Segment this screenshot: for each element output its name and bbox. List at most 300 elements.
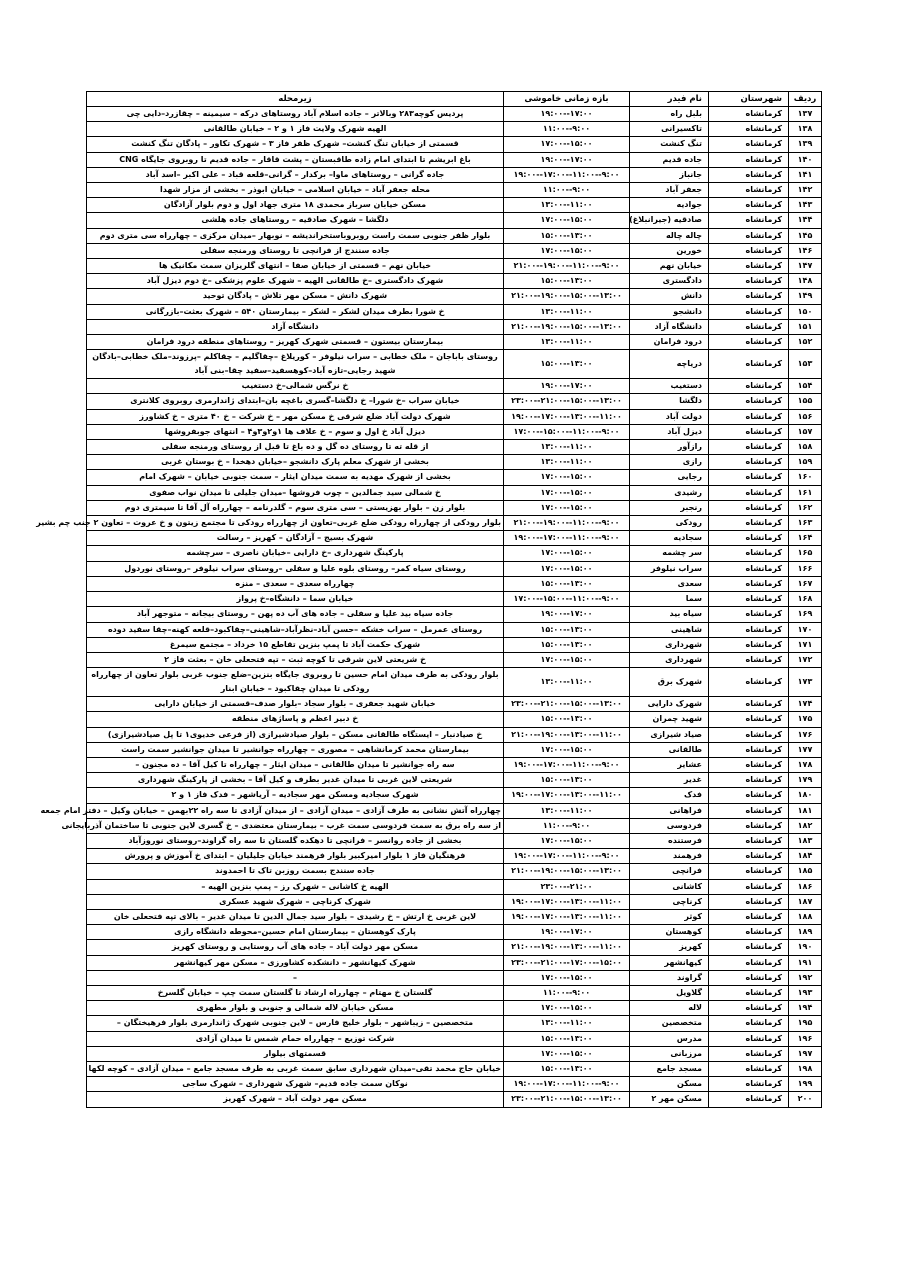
table-row <box>87 167 822 182</box>
area-cell: چهارراه سعدی – سعدی – منزه <box>87 576 504 591</box>
area-cell: خ شورا بطرف میدان لشکر – لشکر – بیمارستان ۵۴۰ – شهرک بعثت–بازرگانی <box>87 304 504 319</box>
area-cell: قسمتهای بیلوار <box>87 1046 504 1061</box>
feeder-cell: جعفر آباد <box>630 183 709 198</box>
table-row <box>87 622 822 637</box>
area-cell: گلستان خ مهتام – چهارراه ارشاد تا گلستان سمت چپ – خیابان گلسرخ <box>87 985 504 1000</box>
area-cell: مسکن مهر دولت آباد – شهرک کهریز <box>87 1092 504 1107</box>
feeder-cell: مدرس <box>630 1031 709 1046</box>
feeder-cell: رجایی <box>630 470 709 485</box>
time-range-cell: ۱۷:۰۰--۱۵:۰۰ <box>504 833 630 848</box>
area-cell: از سه راه برق به سمت فردوسی سمت غرب – بیمارستان معتضدی – خ گسری لاین جنوبی تا ساختمان آذربایجانی <box>87 818 504 833</box>
row-number-cell: ۱۶۳ <box>789 516 822 531</box>
city-cell: کرمانشاه <box>709 440 789 455</box>
city-cell: کرمانشاه <box>709 773 789 788</box>
table-row <box>87 712 822 727</box>
area-cell: شهرک کیهانشهر – دانشکده کشاورزی – مسکن مهر کیهانشهر <box>87 955 504 970</box>
time-range-cell: ۱۵:۰۰--۱۳:۰۰ <box>504 637 630 652</box>
time-range-cell: ۲۳:۰۰--۲۱:۰۰--۱۵:۰۰--۱۳:۰۰ <box>504 697 630 712</box>
row-number-cell: ۱۹۳ <box>789 985 822 1000</box>
feeder-cell: کیهانشهر <box>630 955 709 970</box>
row-number-cell: ۲۰۰ <box>789 1092 822 1107</box>
feeder-cell: متخصصین <box>630 1016 709 1031</box>
area-cell: شهرک دولت آباد ضلع شرقی خ مسکن مهر – خ شرکت – خ ۴۰ متری – خ کشاورز <box>87 409 504 424</box>
feeder-cell: شهرک برق <box>630 668 709 697</box>
city-cell: کرمانشاه <box>709 107 789 122</box>
city-cell: کرمانشاه <box>709 516 789 531</box>
table-row <box>87 137 822 152</box>
time-range-cell: ۱۹:۰۰--۱۷:۰۰--۱۱:۰۰--۹:۰۰ <box>504 167 630 182</box>
area-cell: روستای باباجان – ملک خطابی – سراب نیلوفر – کوریلاغ –چقاگلیم – چقاکلم –پرزوند–ملک خطابی–بادگان شهید رجایی–تازه آباد–کوهسفید–سفید چقا–بنی آباد <box>87 350 504 379</box>
area-cell: سه راه جوانشیر تا میدان طالقانی – میدان ایثار – چهارراه تا کیل آقا – ده مجنون – <box>87 757 504 772</box>
city-cell: کرمانشاه <box>709 592 789 607</box>
area-cell: لاین غربی خ ارتش – خ رشیدی – بلوار سید جمال الدین تا میدان غدیر – بالای تپه فتحعلی خان <box>87 909 504 924</box>
city-cell: کرمانشاه <box>709 909 789 924</box>
city-cell: کرمانشاه <box>709 304 789 319</box>
city-cell: کرمانشاه <box>709 622 789 637</box>
area-cell: بلوار زن – بلوار بهزیستی – سی متری سوم – گلدرنامه – چهارراه آل آقا تا سیمتری دوم <box>87 500 504 515</box>
feeder-cell: سما <box>630 592 709 607</box>
outage-schedule-sheet <box>36 91 822 1108</box>
table-row <box>87 1016 822 1031</box>
table-row <box>87 259 822 274</box>
table-row <box>87 500 822 515</box>
city-cell: کرمانشاه <box>709 757 789 772</box>
area-cell: بخشی از شهرک معلم پارک دانشجو –خیابان دهخدا – خ بوستان غربی <box>87 455 504 470</box>
row-number-cell: ۱۵۶ <box>789 409 822 424</box>
row-number-cell: ۱۸۳ <box>789 833 822 848</box>
time-range-cell: ۱۷:۰۰--۱۵:۰۰--۱۱:۰۰--۹:۰۰ <box>504 592 630 607</box>
table-row <box>87 243 822 258</box>
time-range-cell: ۱۷:۰۰--۱۵:۰۰ <box>504 213 630 228</box>
area-cell: مسکن خیابان سرباز محمدی ۱۸ متری جهاد اول و دوم بلوار آزادگان <box>87 198 504 213</box>
row-number-cell: ۱۹۵ <box>789 1016 822 1031</box>
feeder-cell: لاله <box>630 1001 709 1016</box>
feeder-cell: شهرک دارایی <box>630 697 709 712</box>
area-cell: شرکت توزیع – چهارراه حمام شمس تا میدان آزادی <box>87 1031 504 1046</box>
time-range-cell: ۲۳:۰۰--۲۱:۰۰--۱۷:۰۰--۱۵:۰۰ <box>504 955 630 970</box>
table-row <box>87 546 822 561</box>
area-cell: شهرک دانش – مسکن مهر تلاش – پادگان توحید <box>87 289 504 304</box>
area-cell: بیمارستان محمد کرمانشاهی – مصوری – چهارراه جوانشیر تا میدان جوانشیر سمت راست <box>87 742 504 757</box>
time-range-cell: ۲۱:۰۰--۱۹:۰۰--۱۵:۰۰--۱۳:۰۰ <box>504 319 630 334</box>
time-range-cell: ۲۱:۰۰--۱۹:۰۰--۱۵:۰۰--۱۳:۰۰ <box>504 864 630 879</box>
header-area: زیرمحله <box>87 92 504 107</box>
table-row <box>87 470 822 485</box>
feeder-cell: جوادیه <box>630 198 709 213</box>
feeder-cell: سر چشمه <box>630 546 709 561</box>
area-cell: الهیه خ کاشانی – شهرک رز – پمپ بنزین الهیه – <box>87 879 504 894</box>
area-cell: فرهنگیان فاز ۱ بلوار امیرکبیر بلوار فرهمند خیابان جلیلیان – ابتدای خ آموزش و پرورش <box>87 849 504 864</box>
table-row <box>87 955 822 970</box>
row-number-cell: ۱۳۸ <box>789 122 822 137</box>
time-range-cell: ۱۷:۰۰--۱۵:۰۰ <box>504 970 630 985</box>
feeder-cell: مسکن <box>630 1077 709 1092</box>
table-row <box>87 213 822 228</box>
feeder-cell: چاله چاله <box>630 228 709 243</box>
table-row <box>87 424 822 439</box>
feeder-cell: فرانچی <box>630 864 709 879</box>
row-number-cell: ۱۹۶ <box>789 1031 822 1046</box>
table-row <box>87 985 822 1000</box>
table-row <box>87 849 822 864</box>
table-row <box>87 289 822 304</box>
city-cell: کرمانشاه <box>709 409 789 424</box>
city-cell: کرمانشاه <box>709 243 789 258</box>
header-feeder: نام فیدر <box>630 92 709 107</box>
feeder-cell: کاشانی <box>630 879 709 894</box>
time-range-cell: ۱۹:۰۰--۱۷:۰۰ <box>504 152 630 167</box>
feeder-cell: دیزل آباد <box>630 424 709 439</box>
feeder-cell: کوثر <box>630 909 709 924</box>
feeder-cell: فرستنده <box>630 833 709 848</box>
time-range-cell: ۱۷:۰۰--۱۵:۰۰--۱۱:۰۰--۹:۰۰ <box>504 424 630 439</box>
city-cell: کرمانشاه <box>709 1031 789 1046</box>
area-cell: بیمارستان بیستون – قسمتی شهرک کهریز – روستاهای منطقه درود فرامان <box>87 335 504 350</box>
row-number-cell: ۱۴۰ <box>789 152 822 167</box>
area-cell: بخشی از شهرک مهدیه به سمت میدان ایثار – سمت جنوبی خیابان – شهرک امام <box>87 470 504 485</box>
area-cell: محله جعفر آباد – خیابان اسلامی – خیابان ابوذر – بخشی از مزار شهدا <box>87 183 504 198</box>
feeder-cell: سجادیه <box>630 531 709 546</box>
row-number-cell: ۱۸۶ <box>789 879 822 894</box>
feeder-cell: فردوسی <box>630 818 709 833</box>
feeder-cell: دستغیب <box>630 379 709 394</box>
time-range-cell: ۱۹:۰۰--۱۷:۰۰ <box>504 107 630 122</box>
feeder-cell: جانباز <box>630 167 709 182</box>
feeder-cell: دانشجو <box>630 304 709 319</box>
row-number-cell: ۱۶۹ <box>789 607 822 622</box>
feeder-cell: شهید چمران <box>630 712 709 727</box>
table-row <box>87 455 822 470</box>
area-cell: خیابان سما – دانشگاه–خ پرواز <box>87 592 504 607</box>
row-number-cell: ۱۵۰ <box>789 304 822 319</box>
city-cell: کرمانشاه <box>709 607 789 622</box>
table-row <box>87 788 822 803</box>
city-cell: کرمانشاه <box>709 712 789 727</box>
feeder-cell: عشایر <box>630 757 709 772</box>
time-range-cell: ۱۹:۰۰--۱۷:۰۰--۱۱:۰۰--۹:۰۰ <box>504 531 630 546</box>
area-cell: شهرک سجادیه ومسکن مهر سجادیه – آریاشهر – فدک فاز ۱ و ۲ <box>87 788 504 803</box>
city-cell: کرمانشاه <box>709 561 789 576</box>
area-cell: دانشگاه آزاد <box>87 319 504 334</box>
city-cell: کرمانشاه <box>709 652 789 667</box>
header-time-range: بازه زمانی خاموشی <box>504 92 630 107</box>
area-cell: جاده گرانی – روستاهای ماوا– برکدار – گرانی–قلعه قباد – علی اکبر –اسد آباد <box>87 167 504 182</box>
time-range-cell: ۱۳:۰۰--۱۱:۰۰ <box>504 668 630 697</box>
time-range-cell: ۲۳:۰۰--۲۱:۰۰--۱۵:۰۰--۱۳:۰۰ <box>504 1092 630 1107</box>
city-cell: کرمانشاه <box>709 485 789 500</box>
row-number-cell: ۱۶۷ <box>789 576 822 591</box>
time-range-cell: ۱۱:۰۰--۹:۰۰ <box>504 183 630 198</box>
table-row <box>87 925 822 940</box>
table-row <box>87 1001 822 1016</box>
row-number-cell: ۱۹۷ <box>789 1046 822 1061</box>
feeder-cell: دانش <box>630 289 709 304</box>
row-number-cell: ۱۵۳ <box>789 350 822 379</box>
table-row <box>87 304 822 319</box>
time-range-cell: ۱۹:۰۰--۱۷:۰۰ <box>504 607 630 622</box>
area-cell: شهرک بسیج – آزادگان – کهریز – رسالت <box>87 531 504 546</box>
city-cell: کرمانشاه <box>709 335 789 350</box>
time-range-cell: ۱۹:۰۰--۱۷:۰۰--۱۳:۰۰--۱۱:۰۰ <box>504 788 630 803</box>
row-number-cell: ۱۷۱ <box>789 637 822 652</box>
time-range-cell: ۱۵:۰۰--۱۳:۰۰ <box>504 622 630 637</box>
table-row <box>87 742 822 757</box>
area-cell: خ نرگس شمالی–خ دستغیب <box>87 379 504 394</box>
table-row <box>87 350 822 379</box>
time-range-cell: ۱۹:۰۰--۱۷:۰۰--۱۱:۰۰--۹:۰۰ <box>504 849 630 864</box>
city-cell: کرمانشاه <box>709 531 789 546</box>
area-cell: خ شریعتی لاین شرقی تا کوچه ثبت – تپه فتحعلی خان – بعثت فاز ۲ <box>87 652 504 667</box>
city-cell: کرمانشاه <box>709 167 789 182</box>
city-cell: کرمانشاه <box>709 122 789 137</box>
feeder-cell: غدیر <box>630 773 709 788</box>
outage-table <box>36 91 822 1108</box>
feeder-cell: شاهینی <box>630 622 709 637</box>
row-number-cell: ۱۸۲ <box>789 818 822 833</box>
row-number-cell: ۱۴۴ <box>789 213 822 228</box>
table-row <box>87 637 822 652</box>
row-number-cell: ۱۷۶ <box>789 727 822 742</box>
city-cell: کرمانشاه <box>709 727 789 742</box>
row-number-cell: ۱۷۸ <box>789 757 822 772</box>
table-row <box>87 440 822 455</box>
city-cell: کرمانشاه <box>709 697 789 712</box>
feeder-cell: رازآور <box>630 440 709 455</box>
area-cell: خ صیادنبار – ایستگاه طالقانی مسکن – بلوار صیادشیرازی (از فرعی خدیوی۱ تا پل صیادشیرازی) <box>87 727 504 742</box>
city-cell: کرمانشاه <box>709 455 789 470</box>
area-cell: روستای سیاه کمر– روستای بلوه علیا و سفلی –روستای سراب نیلوفر –روستای نوردول <box>87 561 504 576</box>
time-range-cell: ۱۷:۰۰--۱۵:۰۰ <box>504 500 630 515</box>
row-number-cell: ۱۷۷ <box>789 742 822 757</box>
row-number-cell: ۱۶۶ <box>789 561 822 576</box>
city-cell: کرمانشاه <box>709 394 789 409</box>
row-number-cell: ۱۸۸ <box>789 909 822 924</box>
time-range-cell: ۱۵:۰۰--۱۳:۰۰ <box>504 576 630 591</box>
area-cell: دلگشا – شهرک صادقیه – روستاهای جاده هلشی <box>87 213 504 228</box>
area-cell: بخشی از جاده روانسر – فرانچی تا دهکده گلستان تا سه راه گراوند–روستای نوروزآباد <box>87 833 504 848</box>
table-row <box>87 818 822 833</box>
feeder-cell: رنجبر <box>630 500 709 515</box>
area-cell: بلوار رودکی از چهارراه رودکی ضلع غربی–تعاون از چهارراه رودکی تا مجتمع زیتون و خ عروت – تعاون ۲ جنب چم بشیر <box>87 516 504 531</box>
city-cell: کرمانشاه <box>709 1001 789 1016</box>
city-cell: کرمانشاه <box>709 637 789 652</box>
table-row <box>87 803 822 818</box>
time-range-cell: ۱۳:۰۰--۱۱:۰۰ <box>504 304 630 319</box>
feeder-cell: جاده قدیم <box>630 152 709 167</box>
city-cell: کرمانشاه <box>709 198 789 213</box>
area-cell: بلوار ظفر جنوبی سمت راست روبروباستخراندیشه – نوبهار –میدان مرکزی – چهارراه سی متری دوم <box>87 228 504 243</box>
time-range-cell: ۱۹:۰۰--۱۷:۰۰ <box>504 925 630 940</box>
time-range-cell: ۲۱:۰۰--۱۹:۰۰--۱۱:۰۰--۹:۰۰ <box>504 516 630 531</box>
time-range-cell: ۱۷:۰۰--۱۵:۰۰ <box>504 742 630 757</box>
area-cell: شهرک دادگستری –خ طالقانی الهیه – شهرک علوم پزشکی –خ دوم دیزل آباد <box>87 274 504 289</box>
table-row <box>87 592 822 607</box>
city-cell: کرمانشاه <box>709 925 789 940</box>
city-cell: کرمانشاه <box>709 1092 789 1107</box>
feeder-cell: تنگ کنشت <box>630 137 709 152</box>
time-range-cell: ۱۷:۰۰--۱۵:۰۰ <box>504 1046 630 1061</box>
time-range-cell: ۱۳:۰۰--۱۱:۰۰ <box>504 803 630 818</box>
area-cell: باغ ابریشم تا ابتدای امام زاده طاقبستان – پشت قاقار – جاده قدیم تا روبروی جایگاه CNG <box>87 152 504 167</box>
time-range-cell: ۱۱:۰۰--۹:۰۰ <box>504 818 630 833</box>
city-cell: کرمانشاه <box>709 274 789 289</box>
time-range-cell: ۲۱:۰۰--۱۹:۰۰--۱۵:۰۰--۱۳:۰۰ <box>504 289 630 304</box>
area-cell: مسکن مهر دولت آباد – جاده های آب روستایی و روستای کهریز <box>87 940 504 955</box>
table-row <box>87 576 822 591</box>
city-cell: کرمانشاه <box>709 955 789 970</box>
feeder-cell: دولت آباد <box>630 409 709 424</box>
header-row-number: ردیف <box>789 92 822 107</box>
time-range-cell: ۱۵:۰۰--۱۳:۰۰ <box>504 350 630 379</box>
time-range-cell: ۲۳:۰۰--۲۱:۰۰ <box>504 879 630 894</box>
area-cell: مسکن خیابان لاله شمالی و جنوبی و بلوار مطهری <box>87 1001 504 1016</box>
city-cell: کرمانشاه <box>709 742 789 757</box>
time-range-cell: ۲۳:۰۰--۲۱:۰۰--۱۵:۰۰--۱۳:۰۰ <box>504 394 630 409</box>
city-cell: کرمانشاه <box>709 228 789 243</box>
row-number-cell: ۱۹۱ <box>789 955 822 970</box>
area-cell: پارک کوهستان – بیمارستان امام حسین–محوطه دانشگاه رازی <box>87 925 504 940</box>
row-number-cell: ۱۴۹ <box>789 289 822 304</box>
area-cell: شریعتی لاین غربی تا میدان غدیر بطرف و کیل آقا – بخشی از پارکینگ شهرداری <box>87 773 504 788</box>
feeder-cell: سیاه بید <box>630 607 709 622</box>
city-cell: کرمانشاه <box>709 668 789 697</box>
time-range-cell: ۱۵:۰۰--۱۳:۰۰ <box>504 773 630 788</box>
table-row <box>87 122 822 137</box>
row-number-cell: ۱۷۵ <box>789 712 822 727</box>
row-number-cell: ۱۴۵ <box>789 228 822 243</box>
row-number-cell: ۱۸۵ <box>789 864 822 879</box>
table-row <box>87 107 822 122</box>
row-number-cell: ۱۸۷ <box>789 894 822 909</box>
area-cell: چهارراه آتش نشانی به طرف آزادی – میدان آزادی – از میدان آزادی تا سه راه ۲۲بهمن – خیابان وکیل – دفتر امام جمعه <box>87 803 504 818</box>
time-range-cell: ۱۱:۰۰--۹:۰۰ <box>504 122 630 137</box>
feeder-cell: رازی <box>630 455 709 470</box>
row-number-cell: ۱۵۵ <box>789 394 822 409</box>
table-row <box>87 864 822 879</box>
time-range-cell: ۱۳:۰۰--۱۱:۰۰ <box>504 335 630 350</box>
city-cell: کرمانشاه <box>709 1061 789 1076</box>
row-number-cell: ۱۶۵ <box>789 546 822 561</box>
row-number-cell: ۱۷۴ <box>789 697 822 712</box>
area-cell: نوکان سمت جاده قدیم– شهرک شهرداری – شهرک ساجی <box>87 1077 504 1092</box>
city-cell: کرمانشاه <box>709 183 789 198</box>
table-row <box>87 335 822 350</box>
city-cell: کرمانشاه <box>709 803 789 818</box>
row-number-cell: ۱۷۹ <box>789 773 822 788</box>
table-row <box>87 183 822 198</box>
feeder-cell: خورین <box>630 243 709 258</box>
table-row <box>87 516 822 531</box>
table-row <box>87 409 822 424</box>
table-row <box>87 1046 822 1061</box>
time-range-cell: ۱۷:۰۰--۱۵:۰۰ <box>504 470 630 485</box>
row-number-cell: ۱۷۳ <box>789 668 822 697</box>
area-cell: پارکینگ شهرداری –خ دارایی –خیابان ناصری – سرچشمه <box>87 546 504 561</box>
table-row <box>87 757 822 772</box>
city-cell: کرمانشاه <box>709 970 789 985</box>
row-number-cell: ۱۵۷ <box>789 424 822 439</box>
table-row <box>87 894 822 909</box>
table-row <box>87 833 822 848</box>
feeder-cell: طالقانی <box>630 742 709 757</box>
row-number-cell: ۱۷۲ <box>789 652 822 667</box>
table-row <box>87 1092 822 1107</box>
city-cell: کرمانشاه <box>709 379 789 394</box>
feeder-cell: رشیدی <box>630 485 709 500</box>
table-row <box>87 228 822 243</box>
row-number-cell: ۱۹۰ <box>789 940 822 955</box>
area-cell: جاده سیاه بید علیا و سفلی – جاده های آب ده پهن – روستای بیجانه – متوجهر آباد <box>87 607 504 622</box>
time-range-cell: ۲۱:۰۰--۱۹:۰۰--۱۱:۰۰--۹:۰۰ <box>504 259 630 274</box>
table-row <box>87 485 822 500</box>
city-cell: کرمانشاه <box>709 213 789 228</box>
city-cell: کرمانشاه <box>709 1077 789 1092</box>
row-number-cell: ۱۴۷ <box>789 259 822 274</box>
table-row <box>87 394 822 409</box>
area-cell: پردیس کوچه۲۸۳ وبالاتر – جاده اسلام آباد روستاهای درکه – سیمینه – چقازرد–دایی چی <box>87 107 504 122</box>
time-range-cell: ۱۹:۰۰--۱۷:۰۰--۱۱:۰۰--۹:۰۰ <box>504 757 630 772</box>
feeder-cell: مرزبانی <box>630 1046 709 1061</box>
table-row <box>87 668 822 697</box>
time-range-cell: ۲۱:۰۰--۱۹:۰۰--۱۳:۰۰--۱۱:۰۰ <box>504 940 630 955</box>
time-range-cell: ۲۱:۰۰--۱۹:۰۰--۱۳:۰۰--۱۱:۰۰ <box>504 727 630 742</box>
header-city: شهرستان <box>709 92 789 107</box>
row-number-cell: ۱۴۶ <box>789 243 822 258</box>
time-range-cell: ۱۵:۰۰--۱۳:۰۰ <box>504 1031 630 1046</box>
row-number-cell: ۱۹۸ <box>789 1061 822 1076</box>
time-range-cell: ۱۵:۰۰--۱۳:۰۰ <box>504 1061 630 1076</box>
row-number-cell: ۱۳۷ <box>789 107 822 122</box>
feeder-cell: کهریز <box>630 940 709 955</box>
feeder-cell: تاکسیرانی <box>630 122 709 137</box>
time-range-cell: ۱۵:۰۰--۱۳:۰۰ <box>504 228 630 243</box>
table-row <box>87 970 822 985</box>
time-range-cell: ۱۹:۰۰--۱۷:۰۰--۱۳:۰۰--۱۱:۰۰ <box>504 409 630 424</box>
table-row <box>87 198 822 213</box>
table-row <box>87 727 822 742</box>
area-cell: – <box>87 970 504 985</box>
feeder-cell: دلگشا <box>630 394 709 409</box>
table-row <box>87 274 822 289</box>
time-range-cell: ۱۷:۰۰--۱۵:۰۰ <box>504 561 630 576</box>
row-number-cell: ۱۵۲ <box>789 335 822 350</box>
feeder-cell: مسجد جامع <box>630 1061 709 1076</box>
time-range-cell: ۱۳:۰۰--۱۱:۰۰ <box>504 198 630 213</box>
area-cell: شهرک کرناچی – شهرک شهید عسکری <box>87 894 504 909</box>
area-cell: قسمتی از خیابان تنگ کنشت– شهرک ظفر فاز ۳ – شهرک تکاور – پادگان تنگ کنشت <box>87 137 504 152</box>
row-number-cell: ۱۹۴ <box>789 1001 822 1016</box>
city-cell: کرمانشاه <box>709 289 789 304</box>
area-cell: از قله ته تا روستای ده گل و ده باغ تا قبل از روستای ورمنجه سفلی <box>87 440 504 455</box>
time-range-cell: ۱۹:۰۰--۱۷:۰۰ <box>504 379 630 394</box>
table-row <box>87 773 822 788</box>
table-row <box>87 1061 822 1076</box>
time-range-cell: ۱۷:۰۰--۱۵:۰۰ <box>504 137 630 152</box>
table-row <box>87 607 822 622</box>
city-cell: کرمانشاه <box>709 424 789 439</box>
feeder-cell: رودکی <box>630 516 709 531</box>
city-cell: کرمانشاه <box>709 879 789 894</box>
feeder-cell: کرناچی <box>630 894 709 909</box>
area-cell: شهرک حکمت آباد تا پمپ بنزین تقاطع ۱۵ خرداد – مجتمع سیمرغ <box>87 637 504 652</box>
feeder-cell: فراهانی <box>630 803 709 818</box>
area-cell: خیابان شهید جعفری – بلوار سجاد –بلوار صدف–قسمتی از خیابان دارایی <box>87 697 504 712</box>
area-cell: خیابان نهم – قسمتی از خیابان صفا – انتهای گلریزان سمت مکانیک ها <box>87 259 504 274</box>
feeder-cell: درود فرامان <box>630 335 709 350</box>
area-cell: روستای عمرمل – سراب خشکه –حسن آباد–نظرآباد–شاهینی–چقاکبود–قلعه کهنه–چقا سفید دوده <box>87 622 504 637</box>
feeder-cell: خیابان نهم <box>630 259 709 274</box>
feeder-cell: دانشگاه آزاد <box>630 319 709 334</box>
